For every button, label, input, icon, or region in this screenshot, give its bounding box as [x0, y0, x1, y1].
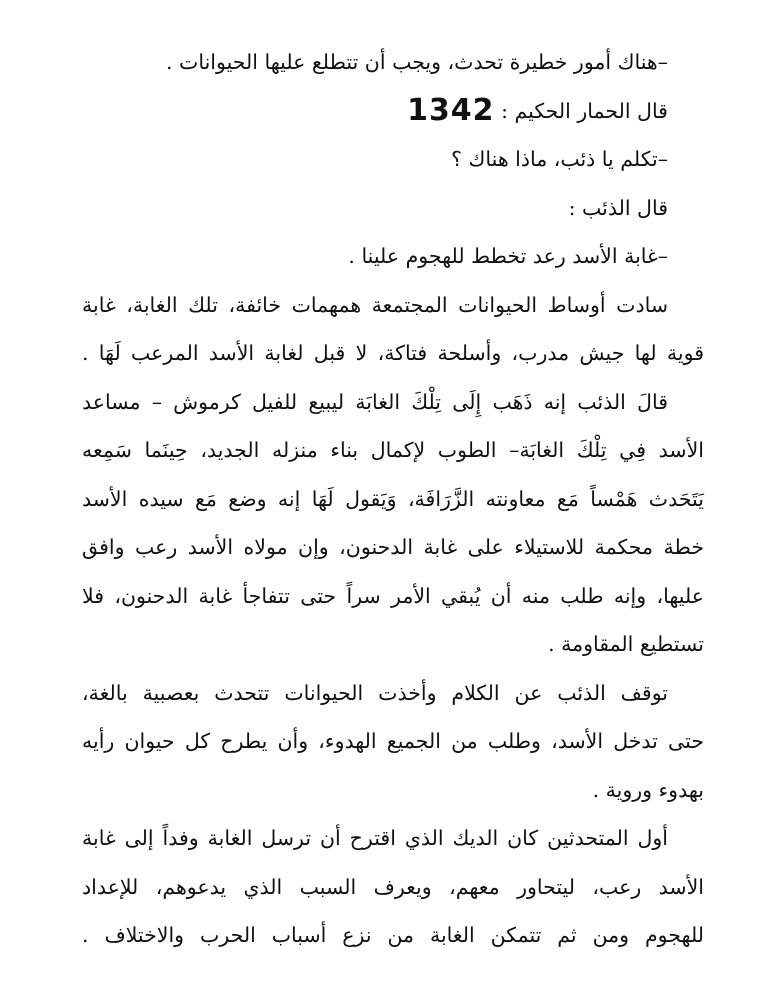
text-line: خطة محكمة للاستيلاء على غابة الدحنون، وإن مولاه الأسد رعب وافق	[82, 535, 704, 559]
text-line: قال الذئب :	[568, 195, 668, 220]
text-line: –هناك أمور خطيرة تحدث، ويجب أن تتطلع عليها الحيوانات .	[166, 50, 668, 74]
text-line: سادت أوساط الحيوانات المجتمعة همهمات خائفة، تلك الغابة، غابة	[82, 292, 668, 317]
text-line	[82, 87, 704, 136]
text-line: الأسد فِي تِلْكَ الغابَة– الطوب لإكمال بناء منزله الجديد، حِينَما سَمِعه	[82, 438, 704, 462]
text-line: عليها، وإنه طلب منه أن يُبقي الأمر سراً حتى تتفاجأ غابة الدحنون، فلا	[82, 583, 704, 608]
text-line: يَتَحَدث هَمْساً مَع معاونته الزَّرَافَة، وَيَقول لَهَا إنه وضع مَع سيده الأسد	[82, 486, 704, 511]
text-line: تستطيع المقاومة .	[548, 632, 704, 656]
text-line: –تكلم يا ذئب، ماذا هناك ؟	[451, 147, 668, 171]
text-line: أول المتحدثين كان الديك الذي اقترح أن ترسل الغابة وفداً إلى غابة	[82, 826, 668, 850]
text-line: –غابة الأسد رعد تخطط للهجوم علينا .	[348, 244, 668, 268]
text-line: قوية لها جيش مدرب، وأسلحة فتاكة، لا قبل لغابة الأسد المرعب لَهَا .	[82, 341, 704, 365]
text-line: قالَ الذئب إنه ذَهَب إِلَى تِلْكَ الغابَة ليبيع للفيل كرموش – مساعد	[82, 389, 668, 414]
text-line: حتى تدخل الأسد، وطلب من الجميع الهدوء، وأن يطرح كل حيوان رأيه	[82, 729, 704, 753]
page-number: 1342	[407, 92, 495, 128]
text-line: للهجوم ومن ثم تتمكن الغابة من نزع أسباب الحرب والاختلاف .	[82, 923, 704, 947]
text-line: توقف الذئب عن الكلام وأخذت الحيوانات تتحدث بعصبية بالغة،	[82, 680, 668, 705]
text-line: بهدوء وروية .	[592, 777, 704, 802]
speaker-line: قال الحمار الحكيم :	[501, 98, 668, 123]
text-line: الأسد رعب، ليتحاور معهم، ويعرف السبب الذي يدعوهم، للإعداد	[82, 874, 704, 899]
